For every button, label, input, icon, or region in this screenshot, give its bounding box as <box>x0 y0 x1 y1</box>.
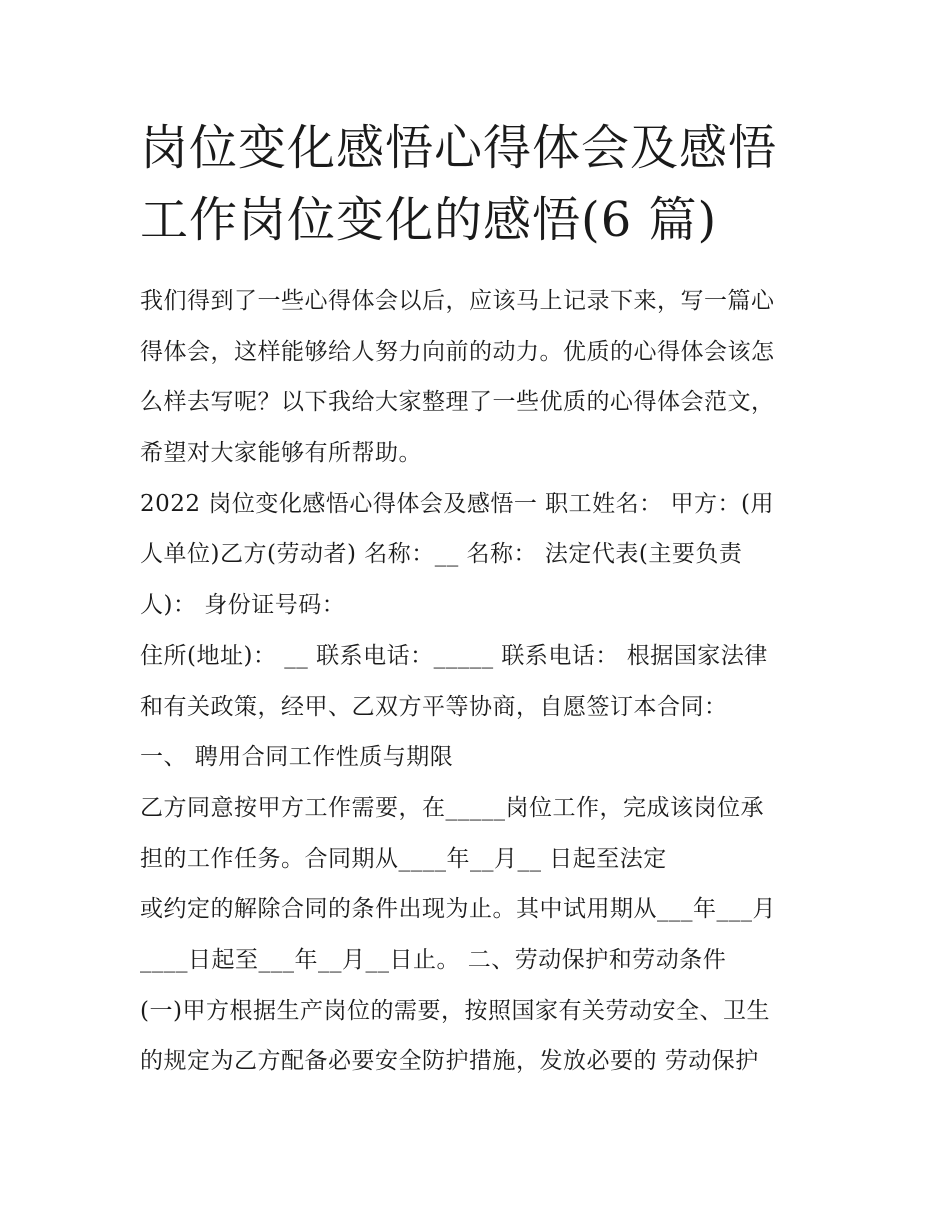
body-line-7: 人)： 身份证号码： <box>140 592 346 619</box>
body-line-2: 得体会，这样能够给人努力向前的动力。优质的心得体会该怎 <box>140 338 775 365</box>
body-line-6: 人单位)乙方(劳动者) 名称：__ 名称： 法定代表(主要负责 <box>140 541 743 568</box>
title-line-1: 岗位变化感悟心得体会及感悟 <box>140 120 778 176</box>
body-line-9: 和有关政策，经甲、乙双方平等协商，自愿签订本合同： <box>140 693 728 720</box>
document-body <box>140 276 830 1087</box>
section-heading-1: 一、 聘用合同工作性质与期限 <box>140 744 454 771</box>
body-line-5: 2022 岗位变化感悟心得体会及感悟一 职工姓名： 甲方：(用 <box>140 490 774 517</box>
body-line-15: (一)甲方根据生产岗位的需要，按照国家有关劳动安全、卫生 <box>140 997 770 1024</box>
body-line-13: 或约定的解除合同的条件出现为止。其中试用期从___年___月 <box>140 896 776 923</box>
document-title <box>140 112 830 256</box>
body-line-14: ____日起至___年__月__日止。 二、劳动保护和劳动条件 <box>140 946 727 973</box>
body-line-3: 么样去写呢？以下我给大家整理了一些优质的心得体会范文， <box>140 389 775 416</box>
title-line-2: 工作岗位变化的感悟(6 篇) <box>140 192 718 248</box>
body-line-11: 乙方同意按甲方工作需要，在_____岗位工作，完成该岗位承 <box>140 794 764 821</box>
body-line-16: 的规定为乙方配备必要安全防护措施，发放必要的 劳动保护 <box>140 1048 759 1075</box>
body-line-1: 我们得到了一些心得体会以后，应该马上记录下来，写一篇心 <box>140 288 775 314</box>
body-line-4: 希望对大家能够有所帮助。 <box>140 440 422 467</box>
body-line-12: 担的工作任务。合同期从____年__月__ 日起至法定 <box>140 845 667 872</box>
body-line-8: 住所(地址)： __ 联系电话：_____ 联系电话： 根据国家法律 <box>140 642 768 669</box>
